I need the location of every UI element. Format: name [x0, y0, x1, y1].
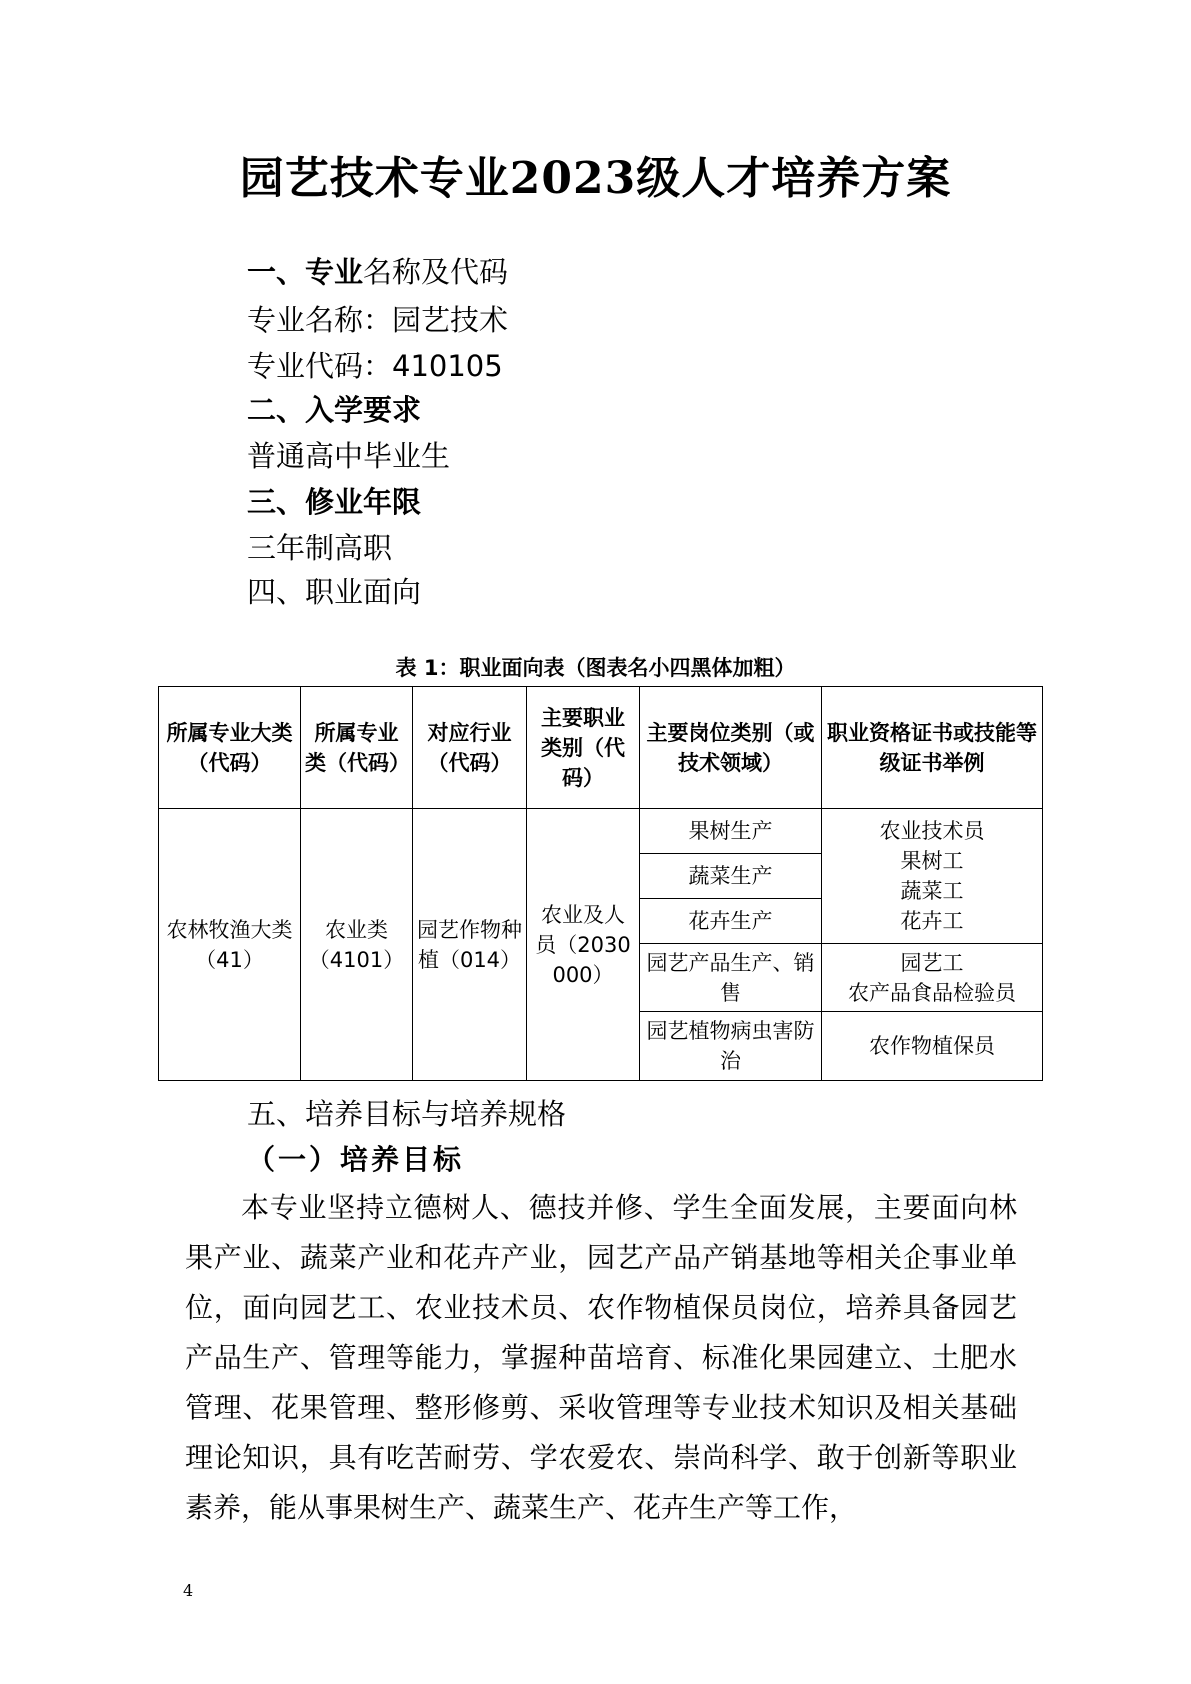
admission-requirement: 普通高中毕业生 — [247, 439, 451, 473]
cell-major-class: 农业类（4101） — [301, 809, 413, 1081]
cell-occupation: 农业及人员（2030000） — [527, 809, 640, 1081]
cell-certificates-group-2 — [822, 944, 1043, 1012]
table-header-row — [159, 687, 1043, 809]
cell-certificates-group-1 — [822, 809, 1043, 944]
section-5-heading: 五、培养目标与培养规格 — [247, 1097, 567, 1131]
section-3-heading: 三、修业年限 — [247, 485, 422, 519]
subsection-1-heading: （一）培养目标 — [247, 1143, 465, 1176]
table-row — [159, 809, 1043, 854]
header-industry: 对应行业（代码） — [413, 687, 527, 809]
study-duration: 三年制高职 — [247, 531, 393, 565]
section-1-heading-rest: 名称及代码 — [363, 255, 509, 289]
section-1-heading-bold: 一、专业 — [247, 255, 364, 289]
certificate-item: 花卉工 — [900, 909, 964, 933]
header-positions: 主要岗位类别（或技术领域） — [640, 687, 822, 809]
cell-position: 蔬菜生产 — [640, 854, 822, 899]
certificate-item: 农作物植保员 — [869, 1034, 995, 1058]
major-code-line: 专业代码：410105 — [247, 349, 503, 383]
header-certificates: 职业资格证书或技能等级证书举例 — [822, 687, 1043, 809]
cell-position: 园艺产品生产、销售 — [640, 944, 822, 1012]
cell-major-category: 农林牧渔大类（41） — [159, 809, 301, 1081]
certificate-item: 农产品食品检验员 — [848, 980, 1016, 1005]
header-occupation: 主要职业类别（代码） — [527, 687, 640, 809]
certificate-item: 果树工 — [900, 849, 964, 873]
header-major-category: 所属专业大类（代码） — [159, 687, 301, 809]
certificate-item: 蔬菜工 — [900, 879, 964, 903]
table-caption: 表 1：职业面向表（图表名小四黑体加粗） — [395, 656, 796, 680]
section-4-heading: 四、职业面向 — [247, 575, 422, 609]
major-name-line: 专业名称：园艺技术 — [247, 303, 509, 337]
page-number: 4 — [183, 1581, 194, 1600]
training-objective-paragraph: 本专业坚持立德树人、德技并修、学生全面发展，主要面向林果产业、蔬菜产业和花卉产业，园艺产品产销基地等相关企事业单位，面向园艺工、农业技术员、农作物植保员岗位，培养具备园艺产品生产、管理等能力，掌握种苗培育、标准化果园建立、土肥水管理、花果管理、整形修剪、采收管理等专业技术知识及相关基础理论知识，具有吃苦耐劳、学农爱农、崇尚科学、敢于创新等职业素养，能从事果树生产、蔬菜生产、花卉生产等工作， — [185, 1191, 1017, 1524]
occupation-table — [158, 686, 1043, 1081]
certificate-item: 园艺工 — [900, 950, 964, 975]
page-title: 园艺技术专业2023级人才培养方案 — [239, 153, 952, 204]
cell-position: 园艺植物病虫害防治 — [640, 1012, 822, 1081]
section-2-heading: 二、入学要求 — [247, 393, 422, 427]
header-major-class: 所属专业类（代码） — [301, 687, 413, 809]
cell-certificates-group-3 — [822, 1012, 1043, 1081]
cell-position: 果树生产 — [640, 809, 822, 854]
cell-industry: 园艺作物种植（014） — [413, 809, 527, 1081]
certificate-item: 农业技术员 — [879, 819, 985, 843]
cell-position: 花卉生产 — [640, 899, 822, 944]
section-1-heading — [247, 250, 508, 291]
